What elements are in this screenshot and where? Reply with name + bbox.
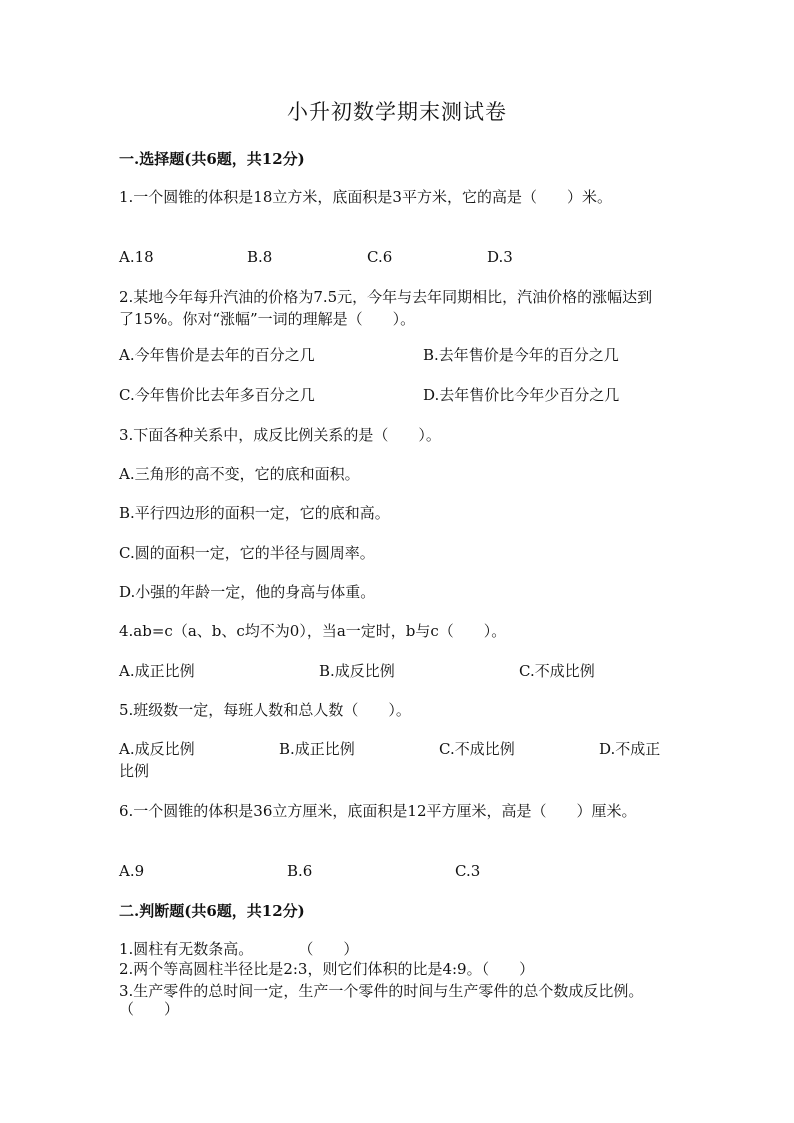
option-b: B.去年售价是今年的百分之几 bbox=[423, 346, 619, 364]
question-2-options-row1 bbox=[119, 344, 679, 366]
option-a: A.三角形的高不变，它的底和面积。 bbox=[119, 465, 360, 483]
tf-item-2: 2.两个等高圆柱半径比是2:3，则它们体积的比是4:9。（ ） bbox=[119, 960, 535, 978]
option-d-continued: 比例 bbox=[119, 762, 150, 780]
question-3-option-c bbox=[119, 542, 679, 564]
question-3-option-b bbox=[119, 502, 679, 524]
option-b: B.成反比例 bbox=[319, 662, 395, 680]
option-c: C.圆的面积一定，它的半径与圆周率。 bbox=[119, 544, 375, 562]
option-a: A.成正比例 bbox=[119, 662, 195, 680]
question-1: 1.一个圆锥的体积是18立方米，底面积是3平方米，它的高是（ ）米。 bbox=[119, 188, 612, 206]
question-6: 6.一个圆锥的体积是36立方厘米，底面积是12平方厘米，高是（ ）厘米。 bbox=[119, 802, 637, 820]
section-heading-true-false: 二.判断题(共6题，共12分) bbox=[119, 902, 305, 920]
tf-item-3: 3.生产零件的总时间一定，生产一个零件的时间与生产零件的总个数成反比例。（ ） bbox=[119, 982, 644, 1018]
option-a: A.18 bbox=[119, 248, 154, 266]
page-title: 小升初数学期末测试卷 bbox=[287, 100, 507, 124]
option-a: A.成反比例 bbox=[119, 740, 195, 758]
option-d: D.小强的年龄一定，他的身高与体重。 bbox=[119, 583, 376, 601]
option-c: C.不成比例 bbox=[519, 662, 595, 680]
option-b: B.8 bbox=[247, 248, 273, 266]
question-5-option-d-wrap bbox=[119, 760, 679, 782]
tf-item-1: 1.圆柱有无数条高。 （ ） bbox=[119, 940, 359, 958]
question-5: 5.班级数一定，每班人数和总人数（ ）。 bbox=[119, 701, 411, 719]
question-5-options bbox=[119, 738, 679, 760]
question-2-options-row2 bbox=[119, 384, 679, 406]
question-4: 4.ab=c（a、b、c均不为0），当a一定时，b与c（ ）。 bbox=[119, 622, 507, 640]
option-a: A.今年售价是去年的百分之几 bbox=[119, 346, 315, 364]
option-d: D.去年售价比今年少百分之几 bbox=[423, 386, 620, 404]
option-b: B.6 bbox=[287, 862, 313, 880]
option-b: B.成正比例 bbox=[279, 740, 355, 758]
question-3: 3.下面各种关系中，成反比例关系的是（ ）。 bbox=[119, 426, 441, 444]
question-3-option-d bbox=[119, 581, 679, 603]
section-heading-choice: 一.选择题(共6题，共12分) bbox=[119, 150, 305, 168]
option-c: C.3 bbox=[455, 862, 481, 880]
option-b: B.平行四边形的面积一定，它的底和高。 bbox=[119, 504, 390, 522]
question-1-options bbox=[119, 246, 679, 268]
option-d: D.不成正 bbox=[599, 740, 661, 758]
option-d: D.3 bbox=[487, 248, 513, 266]
question-3-option-a bbox=[119, 463, 679, 485]
option-c: C.6 bbox=[367, 248, 393, 266]
question-4-options bbox=[119, 660, 679, 682]
option-c: C.今年售价比去年多百分之几 bbox=[119, 386, 315, 404]
option-c: C.不成比例 bbox=[439, 740, 515, 758]
option-a: A.9 bbox=[119, 862, 145, 880]
question-2: 2.某地今年每升汽油的价格为7.5元，今年与去年同期相比，汽油价格的涨幅达到了15%。你对“涨幅”一词的理解是（ ）。 bbox=[119, 288, 653, 328]
question-6-options bbox=[119, 860, 679, 882]
